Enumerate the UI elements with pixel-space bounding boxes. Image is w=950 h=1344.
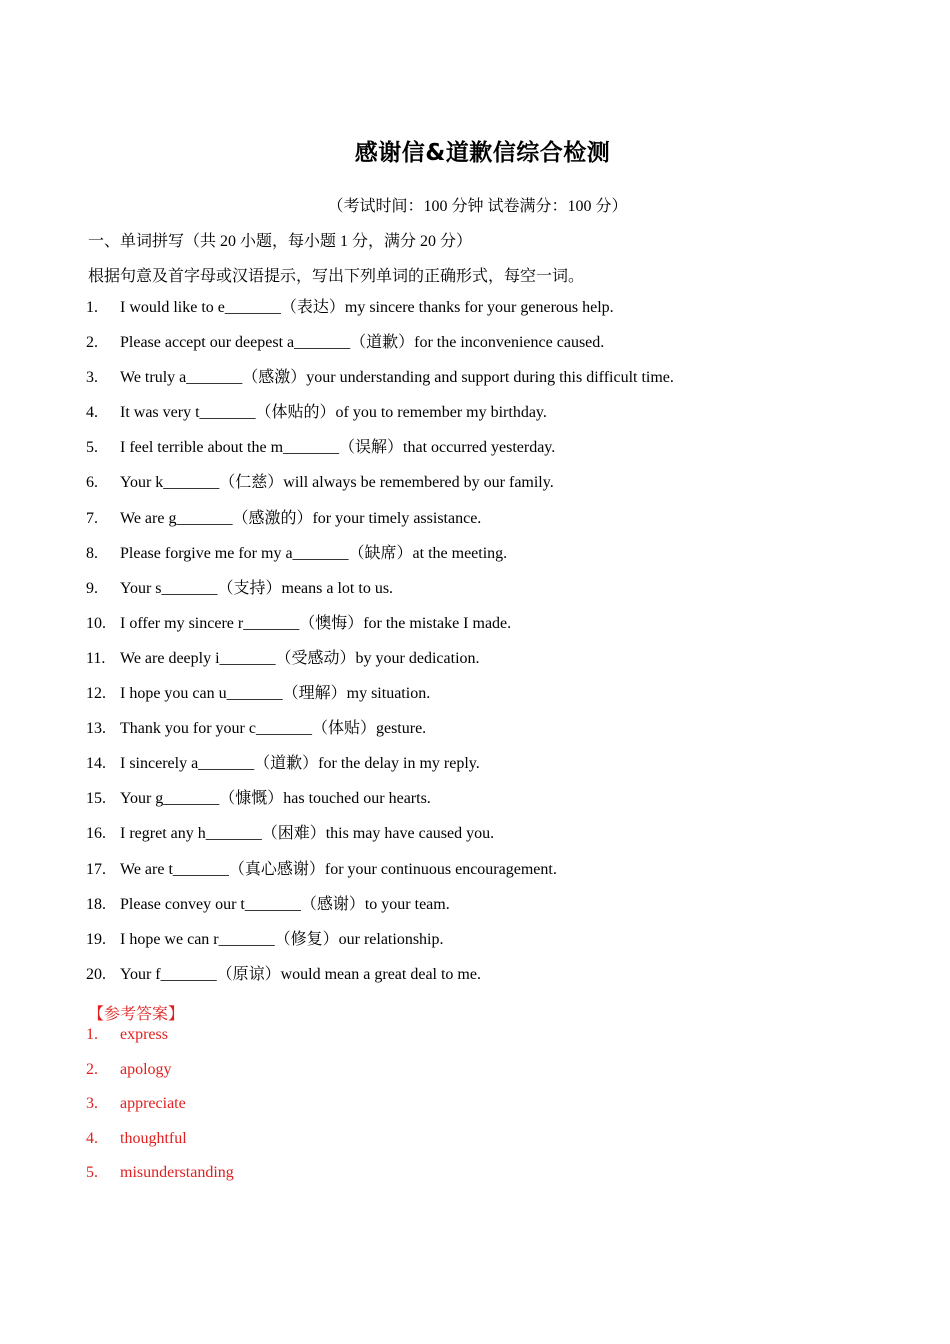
- question-text: Your s_______（支持）means a lot to us.: [120, 579, 394, 597]
- question-number: 16.: [86, 825, 106, 843]
- answer-text: express: [120, 1026, 168, 1043]
- question-list: [86, 298, 674, 1000]
- question-item: [86, 333, 674, 368]
- answer-text: thoughtful: [120, 1129, 187, 1147]
- instructions: 根据句意及首字母或汉语提示，写出下列单词的正确形式，每空一词。: [88, 268, 585, 285]
- question-number: 7.: [86, 509, 98, 527]
- answer-text: appreciate: [120, 1095, 186, 1112]
- question-item: [86, 719, 674, 754]
- question-number: 12.: [86, 685, 106, 703]
- question-text: Your g_______（慷慨）has touched our hearts.: [120, 790, 431, 808]
- question-text: It was very t_______（体贴的）of you to remember my birthday.: [120, 404, 547, 422]
- question-item: [86, 860, 674, 895]
- answer-item: [86, 1025, 234, 1060]
- answer-item: [86, 1060, 234, 1095]
- question-text: I hope we can r_______（修复）our relationship.: [120, 930, 444, 948]
- question-number: 8.: [86, 544, 98, 562]
- question-item: [86, 403, 674, 438]
- question-item: [86, 544, 674, 579]
- question-item: [86, 579, 674, 614]
- question-text: Please convey our t_______（感谢）to your team.: [120, 895, 450, 913]
- question-number: 4.: [86, 404, 98, 422]
- question-item: [86, 754, 674, 789]
- question-number: 18.: [86, 895, 106, 913]
- question-text: I offer my sincere r_______（懊悔）for the mistake I made.: [120, 614, 512, 632]
- answer-item: [86, 1129, 234, 1164]
- question-text: I sincerely a_______（道歉）for the delay in my reply.: [120, 755, 480, 773]
- answer-item: [86, 1094, 234, 1129]
- question-number: 2.: [86, 334, 98, 352]
- question-number: 5.: [86, 439, 98, 457]
- question-number: 13.: [86, 720, 106, 738]
- page-title: 感谢信&道歉信综合检测: [354, 140, 611, 166]
- question-text: Your f_______（原谅）would mean a great deal to me.: [120, 965, 481, 983]
- question-text: I feel terrible about the m_______（误解）that occurred yesterday.: [120, 439, 556, 457]
- question-text: I regret any h_______（困难）this may have caused you.: [120, 825, 495, 843]
- question-text: Your k_______（仁慈）will always be remembered by our family.: [120, 474, 554, 492]
- question-text: Thank you for your c_______（体贴）gesture.: [120, 720, 427, 738]
- question-item: [86, 649, 674, 684]
- question-number: 11.: [86, 649, 106, 667]
- answer-item: [86, 1163, 234, 1198]
- question-item: [86, 824, 674, 859]
- question-number: 20.: [86, 965, 106, 983]
- question-text: I hope you can u_______（理解）my situation.: [120, 685, 431, 703]
- question-text: We are t_______（真心感谢）for your continuous encouragement.: [120, 860, 557, 878]
- question-item: [86, 965, 674, 1000]
- section-heading: 一、单词拼写（共 20 小题，每小题 1 分，满分 20 分）: [88, 233, 473, 250]
- question-item: [86, 298, 674, 333]
- question-text: Please forgive me for my a_______（缺席）at the meeting.: [120, 544, 508, 562]
- answer-list: [86, 1025, 234, 1198]
- question-item: [86, 930, 674, 965]
- answer-text: apology: [120, 1060, 172, 1078]
- question-number: 3.: [86, 369, 98, 387]
- answer-text: misunderstanding: [120, 1164, 234, 1181]
- question-item: [86, 438, 674, 473]
- question-number: 9.: [86, 579, 98, 597]
- question-item: [86, 684, 674, 719]
- question-item: [86, 789, 674, 824]
- question-number: 19.: [86, 930, 106, 948]
- question-text: We are deeply i_______（受感动）by your dedication.: [120, 649, 480, 667]
- question-item: [86, 509, 674, 544]
- answer-number: 5.: [86, 1164, 98, 1181]
- question-text: Please accept our deepest a_______（道歉）for the inconvenience caused.: [120, 334, 605, 352]
- question-text: We truly a_______（感激）your understanding and support during this difficult time.: [120, 369, 674, 387]
- question-item: [86, 368, 674, 403]
- answer-key-heading: 【参考答案】: [88, 1006, 185, 1023]
- answer-number: 4.: [86, 1129, 98, 1147]
- answer-number: 1.: [86, 1026, 98, 1043]
- question-number: 6.: [86, 474, 98, 492]
- question-number: 1.: [86, 299, 98, 316]
- question-number: 15.: [86, 790, 106, 808]
- question-number: 10.: [86, 614, 106, 632]
- answer-number: 2.: [86, 1060, 98, 1078]
- question-number: 14.: [86, 755, 106, 773]
- answer-number: 3.: [86, 1095, 98, 1112]
- question-text: I would like to e_______（表达）my sincere thanks for your generous help.: [120, 299, 614, 316]
- exam-info: （考试时间：100 分钟 试卷满分：100 分）: [327, 198, 628, 215]
- question-number: 17.: [86, 860, 106, 878]
- question-item: [86, 473, 674, 508]
- question-item: [86, 614, 674, 649]
- question-text: We are g_______（感激的）for your timely assistance.: [120, 509, 482, 527]
- question-item: [86, 895, 674, 930]
